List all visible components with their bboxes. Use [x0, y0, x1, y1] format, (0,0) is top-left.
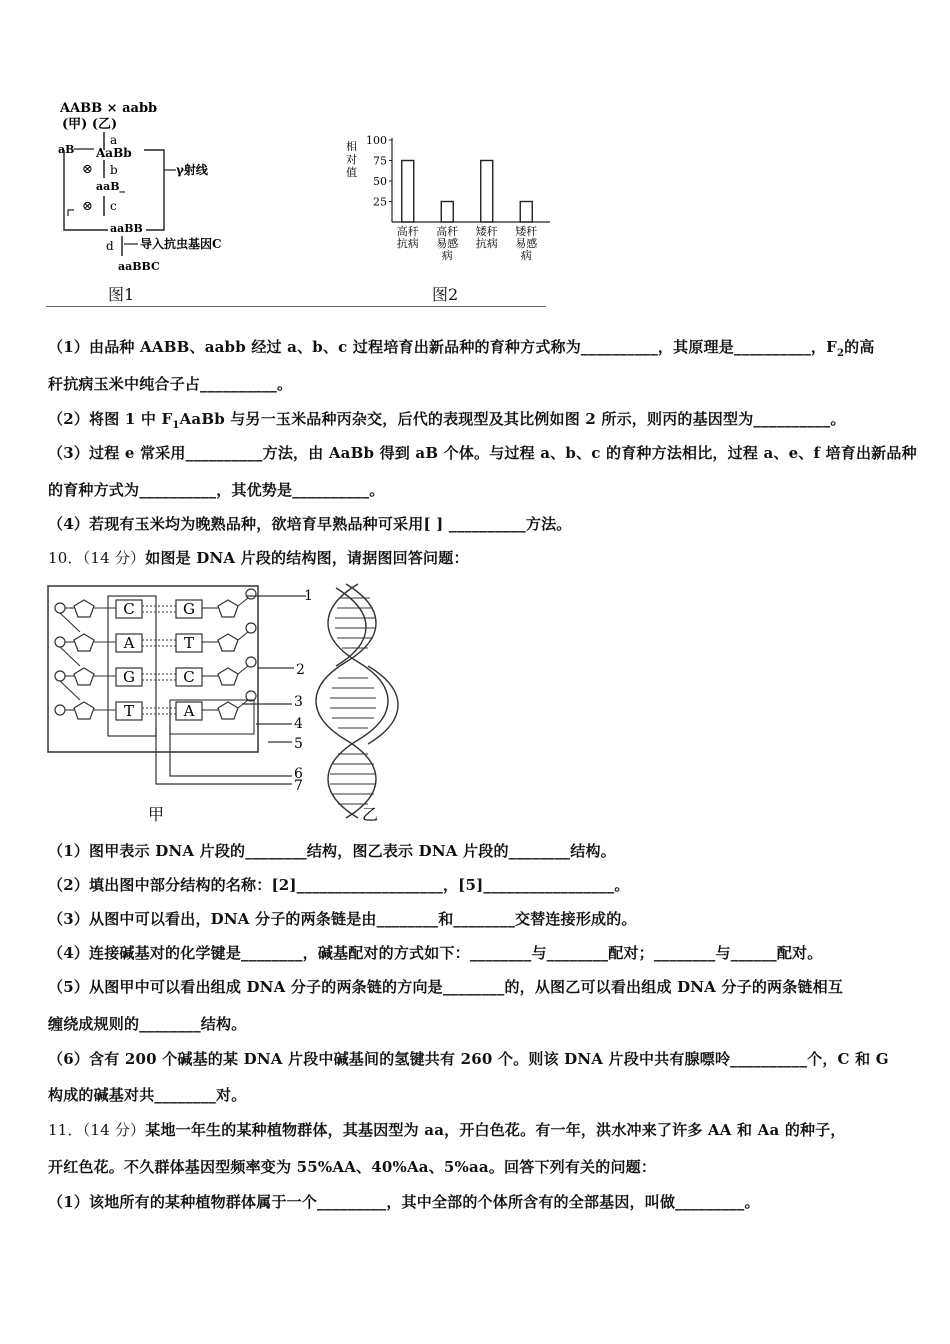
- step-b: b: [110, 163, 118, 177]
- q10-part3: （3）从图中可以看出，DNA 分子的两条链是由________和________交替连接形成的。: [48, 910, 637, 928]
- y-tick-label: 100: [366, 134, 387, 147]
- phosphate-icon: [246, 657, 256, 667]
- category-label: 高秆: [436, 225, 459, 238]
- double-helix-icon: [316, 584, 398, 818]
- base-right: C: [183, 668, 195, 686]
- q10-part5-line1: （5）从图甲中可以看出组成 DNA 分子的两条链的方向是________的，从图乙可以看出组成 DNA 分子的两条链相互: [48, 978, 844, 996]
- figure-divider: [46, 306, 546, 307]
- f1-text: AaBb: [96, 146, 132, 160]
- y-tick-label: 50: [373, 175, 387, 188]
- category-label: 矮秆: [475, 225, 498, 238]
- base-left: A: [123, 634, 135, 652]
- category-label: 易感: [436, 237, 459, 250]
- dna-structure-figure: [46, 578, 416, 826]
- y-axis-label-1: 相: [346, 140, 357, 153]
- q9-part1-line2: 秆抗病玉米中纯合子占__________。: [48, 375, 293, 393]
- category-label: 高秆: [396, 225, 419, 238]
- q9-part3-line2: 的育种方式为__________，其优势是__________。: [48, 481, 385, 499]
- deoxyribose-icon: [74, 702, 94, 719]
- deoxyribose-icon: [218, 600, 238, 617]
- y-tick-label: 75: [373, 154, 387, 168]
- phosphate-icon: [55, 603, 65, 613]
- figure-2-bar-chart: [340, 128, 560, 278]
- bar: [481, 161, 493, 223]
- label-4: 4: [294, 716, 303, 732]
- category-label: 抗病: [475, 237, 498, 250]
- y-tick-label: 25: [373, 195, 387, 209]
- q10-part1: （1）图甲表示 DNA 片段的________结构，图乙表示 DNA 片段的________结构。: [48, 842, 616, 860]
- q10-part4: （4）连接碱基对的化学键是________，碱基配对的方式如下：________与________配对；________与______配对。: [48, 944, 823, 962]
- base-left: G: [123, 668, 135, 686]
- phosphate-icon: [246, 589, 256, 599]
- phosphate-icon: [55, 637, 65, 647]
- base-left: T: [123, 702, 135, 720]
- gamma-ray-text: γ射线: [176, 163, 208, 177]
- category-label: 病: [520, 249, 532, 262]
- deoxyribose-icon: [74, 634, 94, 651]
- q9-part4: （4）若现有玉米均为晚熟品种，欲培育早熟品种可采用[ ] __________方法。: [48, 515, 572, 533]
- q10-part6-line2: 构成的碱基对共________对。: [48, 1086, 247, 1104]
- bar: [520, 202, 532, 223]
- figure-2-label: 图2: [432, 285, 459, 304]
- step-d: d: [106, 239, 114, 253]
- deoxyribose-icon: [218, 702, 238, 719]
- label-6: 6: [294, 766, 303, 782]
- category-label: 易感: [515, 237, 538, 250]
- q11-line2: 开红色花。不久群体基因型频率变为 55%AA、40%Aa、5%aa。回答下列有关的问题：: [48, 1158, 657, 1176]
- base-left: C: [123, 600, 135, 618]
- cross-text: AABB × aabb: [60, 101, 158, 116]
- label-3: 3: [294, 694, 303, 710]
- base-right: A: [183, 702, 195, 720]
- q11-part1: （1）该地所有的某种植物群体属于一个_________，其中全部的个体所含有的全部基因，叫做_________。: [48, 1193, 760, 1211]
- insert-gene-text: 导入抗虫基因C: [140, 237, 222, 251]
- figure-1-breeding-diagram: [52, 98, 302, 288]
- q10-part6-line1: （6）含有 200 个碱基的某 DNA 片段中碱基间的氢键共有 260 个。则该 DNA 片段中共有腺嘌呤__________个，C 和 G: [48, 1050, 889, 1068]
- parents-text: (甲) (乙): [62, 117, 118, 132]
- step-c: c: [110, 199, 117, 213]
- phosphate-icon: [55, 705, 65, 715]
- deoxyribose-icon: [218, 668, 238, 685]
- base-right: T: [183, 634, 195, 652]
- aB-left-text: aB: [58, 143, 75, 156]
- category-label: 矮秆: [515, 225, 538, 238]
- deoxyribose-icon: [218, 634, 238, 651]
- y-axis-label-3: 值: [346, 166, 357, 179]
- q10-heading: 10．（14 分）如图是 DNA 片段的结构图，请据图回答问题：: [48, 549, 469, 567]
- base-right: G: [183, 600, 195, 618]
- final-genotype-text: aaBBC: [118, 260, 160, 273]
- label-2: 2: [296, 662, 305, 678]
- q10-part5-line2: 缠绕成规则的________结构。: [48, 1015, 247, 1033]
- aaB-text: aaB_: [96, 180, 126, 193]
- phosphate-icon: [246, 623, 256, 633]
- self-cross-icon-1: ⊗: [82, 162, 93, 177]
- bar: [441, 202, 453, 223]
- aaBB-text: aaBB: [110, 222, 143, 235]
- y-axis-label-2: 对: [346, 153, 357, 166]
- label-7: 7: [294, 778, 303, 794]
- category-label: 病: [441, 249, 453, 262]
- label-1: 1: [304, 588, 313, 604]
- q10-part2: （2）填出图中部分结构的名称：[2]___________________，[5]_________________。: [48, 876, 630, 894]
- q9-part2: （2）将图 1 中 $F_1AaBb$ 与另一玉米品种丙杂交，后代的表现型及其比例如图 2 所示，则丙的基因型为__________。: [48, 410, 846, 431]
- phosphate-icon: [55, 671, 65, 681]
- deoxyribose-icon: [74, 668, 94, 685]
- self-cross-icon-2: ⊗: [82, 199, 93, 214]
- category-label: 抗病: [396, 237, 419, 250]
- bar: [402, 161, 414, 223]
- step-a: a: [110, 133, 118, 147]
- figure-jia-label: 甲: [148, 805, 165, 824]
- deoxyribose-icon: [74, 600, 94, 617]
- q9-part3-line1: （3）过程 e 常采用__________方法，由 AaBb 得到 aB 个体。与过程 a、b、c 的育种方法相比，过程 a、e、f 培育出新品种: [48, 444, 917, 462]
- q11-line1: 11．（14 分）某地一年生的某种植物群体，其基因型为 aa，开白色花。有一年，洪水冲来了许多 AA 和 Aa 的种子，: [48, 1121, 846, 1139]
- label-5: 5: [294, 736, 303, 752]
- q9-part1-line1: （1）由品种 AABB、aabb 经过 a、b、c 过程培育出新品种的育种方式称为__________，其原理是__________，$F_2$的高: [48, 338, 875, 359]
- figure-1-label: 图1: [108, 285, 135, 304]
- figure-yi-label: 乙: [362, 805, 379, 824]
